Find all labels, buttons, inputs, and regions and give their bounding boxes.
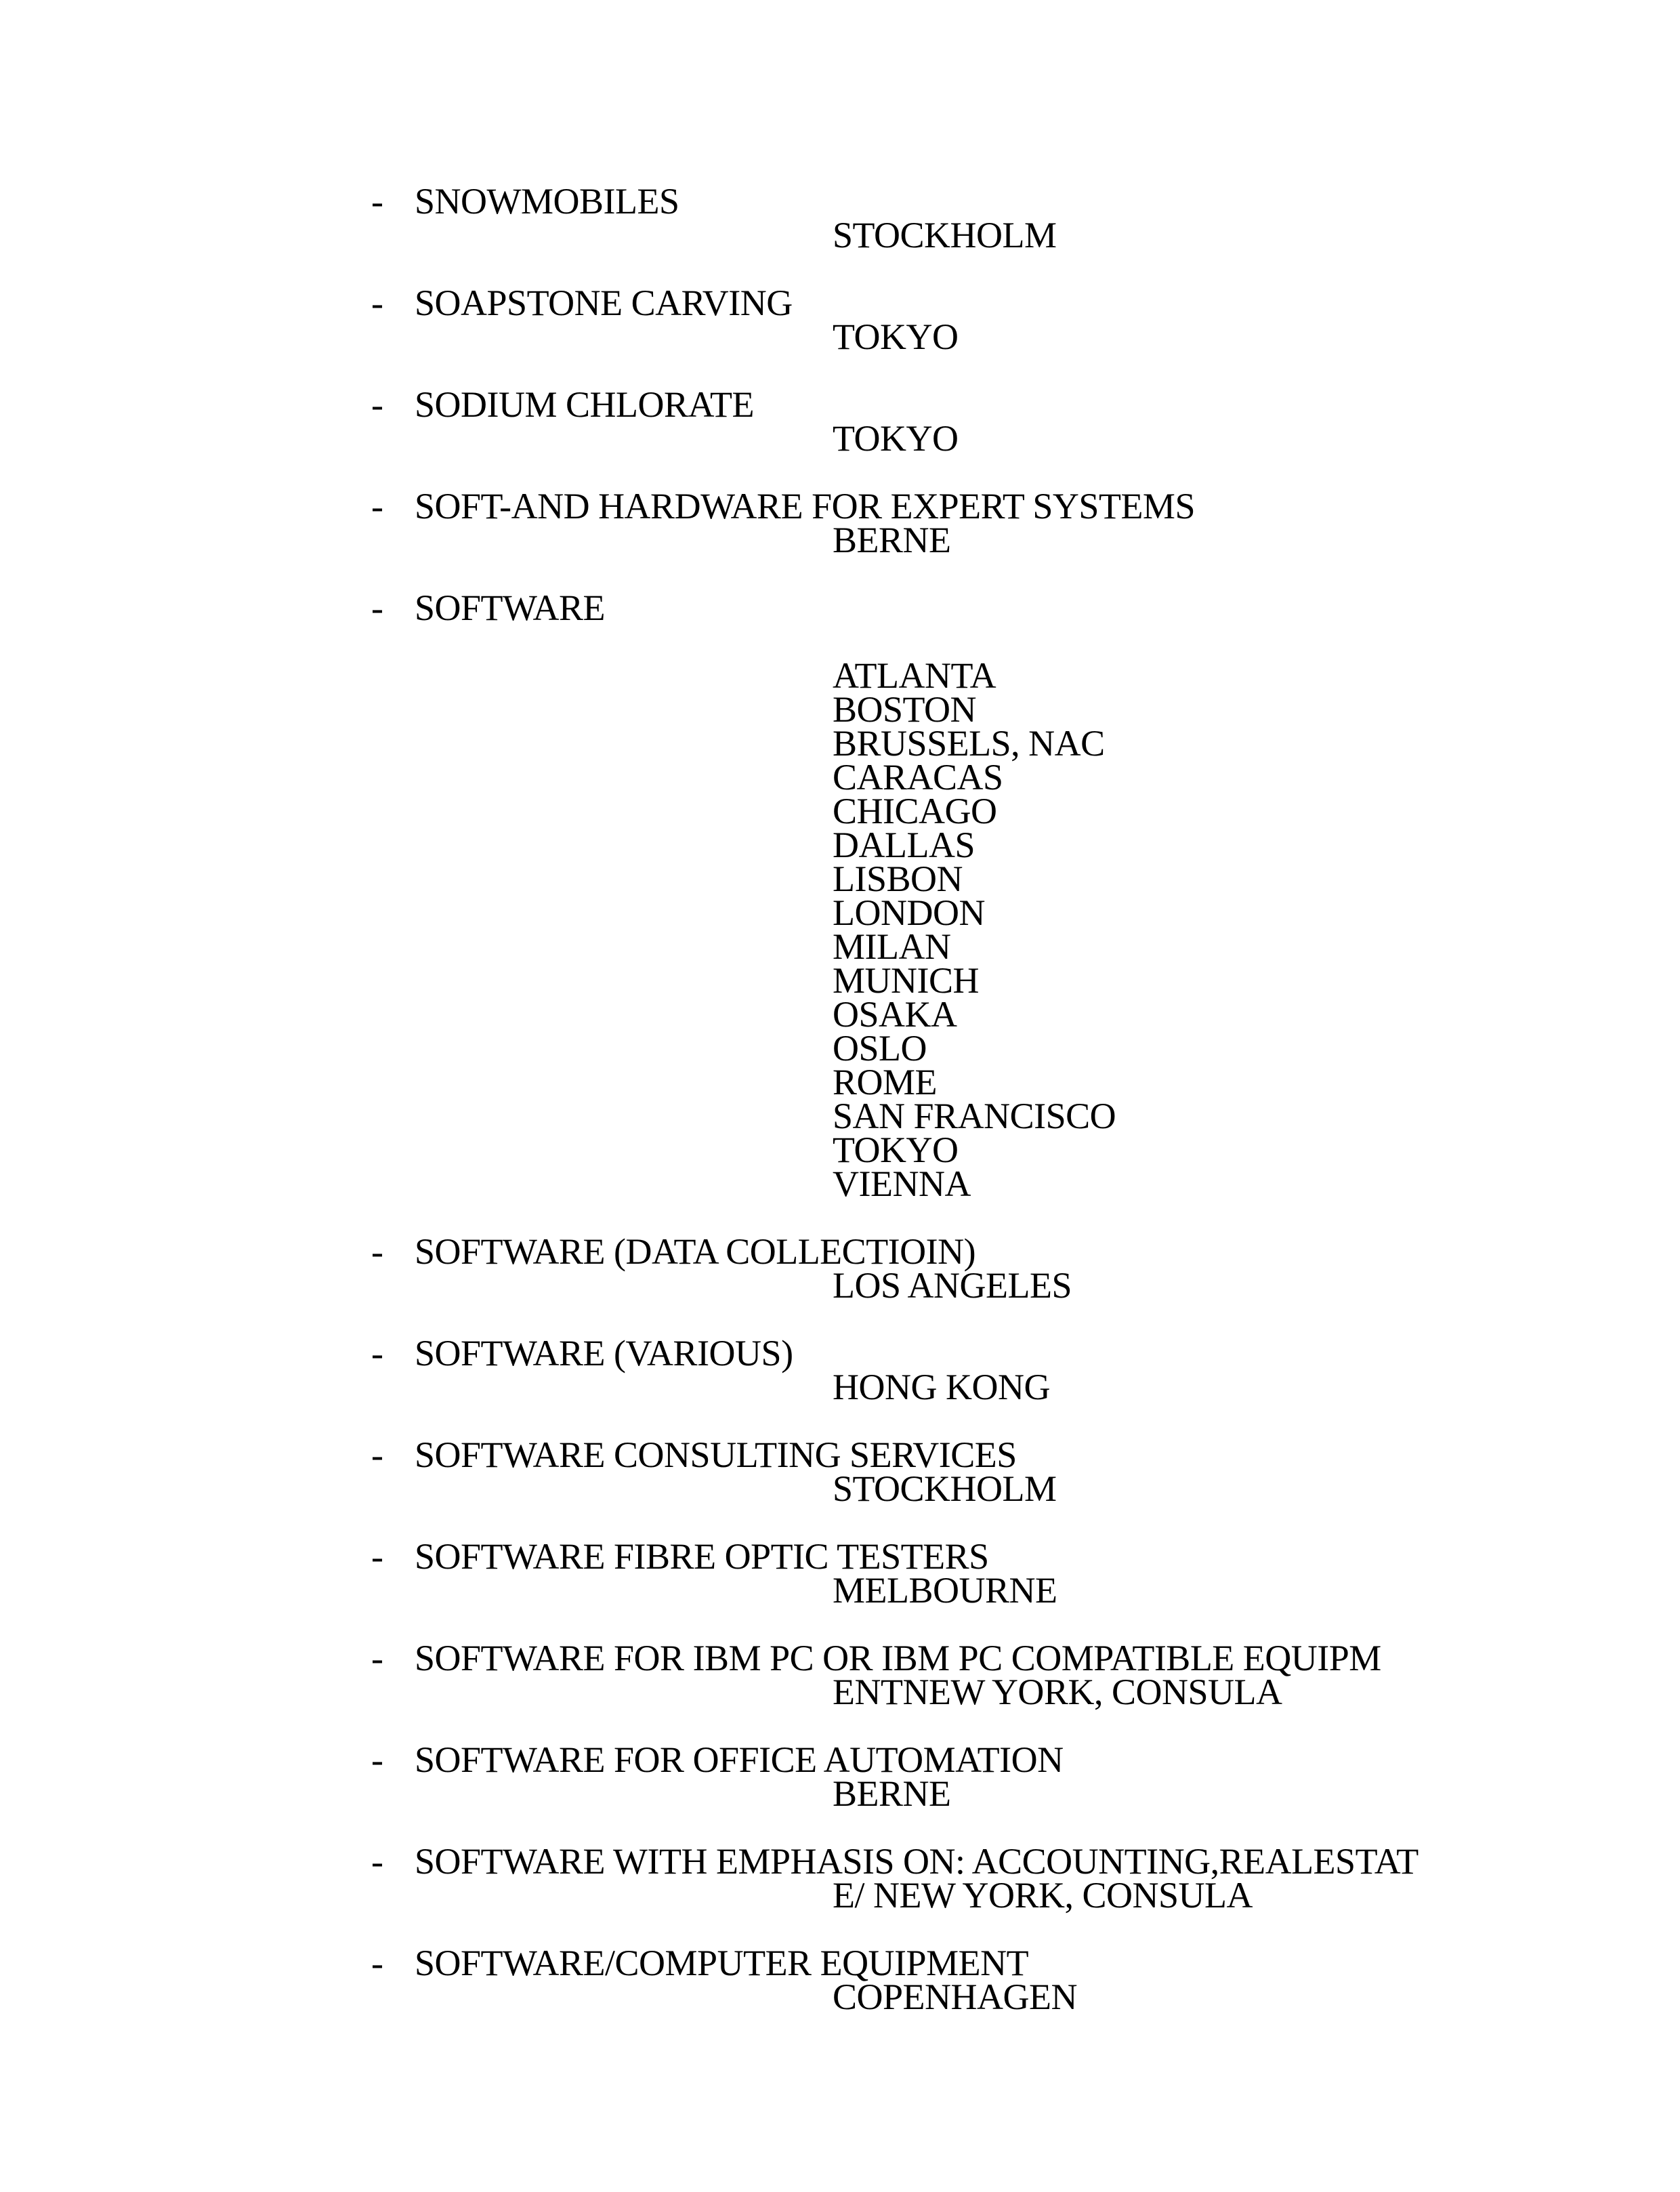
topic-label: SOFTWARE (DATA COLLECTIOIN) xyxy=(415,1231,976,1272)
location-label: BERNE xyxy=(833,1773,951,1814)
bullet-dash: - xyxy=(371,1231,383,1272)
location-label: E/ NEW YORK, CONSULA xyxy=(833,1875,1253,1916)
list-item xyxy=(371,486,1645,560)
location-label: ATLANTA xyxy=(833,655,996,696)
location-label: DALLAS xyxy=(833,825,975,865)
topic-label: SOFTWARE FOR OFFICE AUTOMATION xyxy=(415,1739,1064,1780)
location-label: LISBON xyxy=(833,859,963,899)
list-item xyxy=(371,1739,1645,1814)
topic-line xyxy=(371,1231,1645,1272)
list-item xyxy=(371,1434,1645,1509)
location-label: HONG KONG xyxy=(833,1367,1050,1407)
list-item xyxy=(371,283,1645,357)
topic-line xyxy=(371,1434,1645,1475)
topic-line xyxy=(371,1739,1645,1780)
bullet-dash: - xyxy=(371,587,383,628)
location-label: VIENNA xyxy=(833,1163,971,1204)
list-item xyxy=(371,1231,1645,1306)
location-label: TOKYO xyxy=(833,418,959,459)
topic-label: SNOWMOBILES xyxy=(415,181,679,222)
location-label: CHICAGO xyxy=(833,791,997,831)
topic-label: SOFTWARE FOR IBM PC OR IBM PC COMPATIBLE EQUIPM xyxy=(415,1638,1381,1678)
location-label: BRUSSELS, NAC xyxy=(833,723,1105,764)
location-label: ENTNEW YORK, CONSULA xyxy=(833,1672,1282,1712)
list-item xyxy=(371,1333,1645,1407)
topic-line xyxy=(371,1536,1645,1577)
bullet-dash: - xyxy=(371,283,383,323)
list-item xyxy=(371,1638,1645,1712)
topic-list xyxy=(371,181,1645,2048)
topic-line xyxy=(371,384,1645,425)
topic-label: SOFTWARE CONSULTING SERVICES xyxy=(415,1434,1017,1475)
location-label: MILAN xyxy=(833,926,951,967)
location-label: BERNE xyxy=(833,520,951,560)
topic-line xyxy=(371,587,1645,628)
location-label: STOCKHOLM xyxy=(833,1468,1057,1509)
bullet-dash: - xyxy=(371,486,383,526)
topic-line xyxy=(371,486,1645,526)
topic-label: SOFTWARE FIBRE OPTIC TESTERS xyxy=(415,1536,989,1577)
location-label: SAN FRANCISCO xyxy=(833,1096,1116,1136)
topic-line xyxy=(371,181,1645,222)
location-label: CARACAS xyxy=(833,757,1003,798)
topic-line xyxy=(371,283,1645,323)
location-label: TOKYO xyxy=(833,316,959,357)
bullet-dash: - xyxy=(371,1943,383,1983)
topic-line xyxy=(371,1841,1645,1882)
topic-label: SOFTWARE WITH EMPHASIS ON: ACCOUNTING,REALESTAT xyxy=(415,1841,1419,1882)
list-item xyxy=(371,1536,1645,1611)
location-label: MUNICH xyxy=(833,960,980,1001)
bullet-dash: - xyxy=(371,1333,383,1373)
topic-line xyxy=(371,1333,1645,1373)
bullet-dash: - xyxy=(371,1638,383,1678)
topic-label: SOFTWARE (VARIOUS) xyxy=(415,1333,793,1373)
location-label: ROME xyxy=(833,1062,938,1102)
bullet-dash: - xyxy=(371,1739,383,1780)
list-item xyxy=(371,1841,1645,1916)
topic-label: SODIUM CHLORATE xyxy=(415,384,755,425)
topic-label: SOAPSTONE CARVING xyxy=(415,283,793,323)
list-item xyxy=(371,384,1645,459)
bullet-dash: - xyxy=(371,181,383,222)
bullet-dash: - xyxy=(371,1434,383,1475)
list-item xyxy=(371,181,1645,255)
bullet-dash: - xyxy=(371,384,383,425)
topic-line xyxy=(371,1638,1645,1678)
location-label: MELBOURNE xyxy=(833,1570,1057,1611)
location-label: BOSTON xyxy=(833,689,977,730)
location-label: OSAKA xyxy=(833,994,957,1035)
location-label: COPENHAGEN xyxy=(833,1977,1078,2017)
list-item xyxy=(371,587,1645,1204)
topic-label: SOFTWARE xyxy=(415,587,606,628)
location-label: OSLO xyxy=(833,1028,927,1069)
topic-label: SOFT-AND HARDWARE xyxy=(415,486,803,526)
list-item xyxy=(371,1943,1645,2017)
topic-continuation: FOR EXPERT SYSTEMS xyxy=(812,486,1195,526)
topic-label: SOFTWARE/COMPUTER EQUIPMENT xyxy=(415,1943,1029,1983)
location-label: STOCKHOLM xyxy=(833,215,1057,255)
topic-line xyxy=(371,1943,1645,1983)
location-label: LOS ANGELES xyxy=(833,1265,1072,1306)
bullet-dash: - xyxy=(371,1536,383,1577)
location-label: LONDON xyxy=(833,892,985,933)
location-label: TOKYO xyxy=(833,1130,959,1170)
bullet-dash: - xyxy=(371,1841,383,1882)
